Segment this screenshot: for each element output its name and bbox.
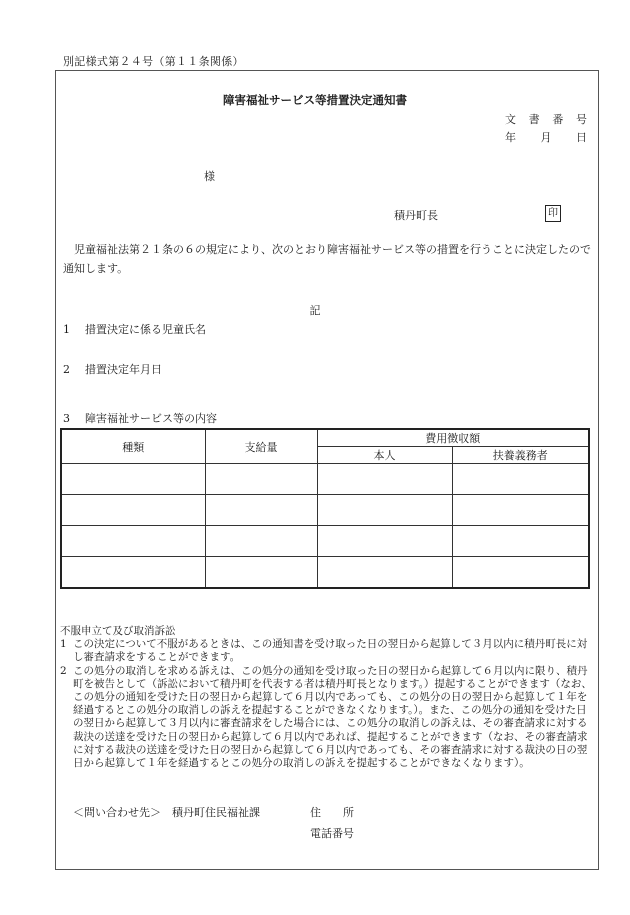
item-label: 障害福祉サービス等の内容 (85, 412, 217, 425)
item-label: 措置決定年月日 (85, 363, 162, 376)
date-day: 日 (576, 131, 587, 144)
doc-number-char: 番 (552, 113, 564, 126)
sender-name: 積丹町長 (394, 209, 438, 222)
table-cell[interactable] (452, 495, 589, 526)
table-cell[interactable] (317, 495, 452, 526)
notice-item-text: この決定について不服があるときは、この通知書を受け取った日の翌日から起算して３月以内に積丹町長に対し審査請求をすることができます。 (73, 638, 588, 664)
table-cell[interactable] (205, 557, 317, 588)
doc-number-line (505, 111, 587, 127)
date-line (505, 129, 587, 145)
form-label: 別記様式第２４号（第１１条関係） (63, 55, 244, 68)
addressee-suffix: 様 (204, 170, 215, 183)
doc-number-char: 書 (528, 113, 540, 126)
table-cell[interactable] (317, 526, 452, 557)
phone-label: 電話番号 (310, 827, 354, 840)
table-cell[interactable] (61, 464, 205, 495)
doc-number-char: 号 (575, 113, 587, 126)
body-paragraph: 児童福祉法第２１条の６の規定により、次のとおり障害福祉サービス等の措置を行うことに決定したので通知します。 (63, 243, 591, 275)
table-cell[interactable] (317, 464, 452, 495)
col-header-guardian: 扶養義務者 (452, 447, 589, 464)
col-header-amount: 支給量 (205, 429, 317, 464)
table-cell[interactable] (205, 495, 317, 526)
date-month: 月 (540, 131, 552, 144)
item-decision-date (63, 361, 162, 377)
document-title: 障害福祉サービス等措置決定通知書 (223, 93, 407, 107)
notice-item (60, 638, 592, 664)
col-header-self: 本人 (317, 447, 452, 464)
item-child-name (63, 321, 206, 337)
contact-label: ＜問い合わせ先＞ 積丹町住民福祉課 (73, 806, 260, 819)
table-cell[interactable] (61, 557, 205, 588)
table-cell[interactable] (205, 464, 317, 495)
address-label: 住 所 (310, 806, 354, 819)
item-number: 1 (63, 323, 70, 336)
col-header-fee: 費用徴収額 (317, 429, 589, 447)
table-cell[interactable] (452, 557, 589, 588)
notice-item-text: この処分の取消しを求める訴えは、この処分の通知を受け取った日の翌日から起算して６月以内に限り、積丹町を被告として（訴訟において積丹町を代表する者は積丹町長となります。）提起することができます（なお、この処分の通知を受けた日の翌日から起算して６月以内であっても、この処分の日の翌日から起算して１年を経過するとこの処分の取消しの訴えを提起することができなくなります。）。また、この処分の通知を受けた日の翌日から起算して３月以内に審査請求をした場合には、この処分の取消しの訴えは、その審査請求に対する裁決の送達を受けた日の翌日から起算して６月以内であれば、提起することができます（なお、その審査請求に対する裁決の送達を受けた日の翌日から起算して６月以内であっても、その審査請求に対する裁決の日の翌日から起算して１年を経過するとこの処分の取消しの訴えを提起することができなくなります）。 (73, 664, 592, 770)
table-row (61, 526, 589, 557)
notice-item-number: 2 (60, 664, 67, 677)
doc-number-char: 文 (505, 113, 516, 126)
notice-item-number: 1 (60, 638, 67, 651)
col-header-type: 種類 (61, 429, 205, 464)
ki-heading: 記 (309, 304, 321, 317)
table-cell[interactable] (205, 526, 317, 557)
table-row (61, 495, 589, 526)
table-cell[interactable] (317, 557, 452, 588)
notice-heading: 不服申立て及び取消訴訟 (60, 625, 176, 637)
item-number: 2 (63, 363, 70, 376)
service-table (60, 428, 590, 589)
notice-item (60, 665, 592, 771)
appeal-notice (60, 625, 592, 770)
table-cell[interactable] (452, 526, 589, 557)
table-row (61, 464, 589, 495)
table-cell[interactable] (61, 526, 205, 557)
item-label: 措置決定に係る児童氏名 (85, 323, 206, 336)
date-year: 年 (505, 131, 516, 144)
table-cell[interactable] (452, 464, 589, 495)
table-cell[interactable] (61, 495, 205, 526)
table-row (61, 557, 589, 588)
item-number: 3 (63, 412, 70, 425)
item-service-content (63, 410, 217, 426)
seal-mark: 印 (545, 205, 561, 222)
